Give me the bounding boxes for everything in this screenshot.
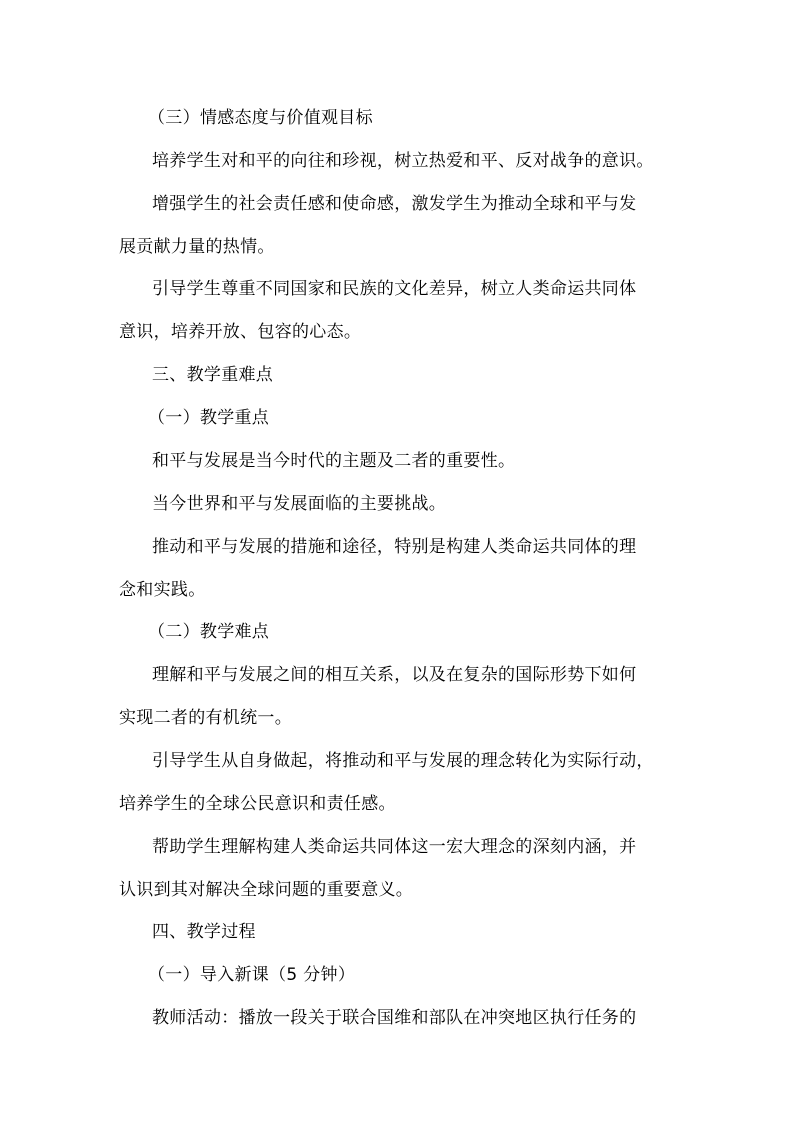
paragraph-line: 培养学生的全球公民意识和责任感。 [119, 794, 396, 814]
paragraph-line: 意识，培养开放、包容的心态。 [119, 322, 362, 342]
heading-affective-goals: （三）情感态度与价值观目标 [148, 108, 373, 128]
paragraph-line: 实现二者的有机统一。 [119, 708, 292, 728]
paragraph-line: 培养学生对和平的向往和珍视，树立热爱和平、反对战争的意识。 [152, 151, 654, 171]
subheading-difficulties: （二）教学难点 [148, 622, 270, 642]
section-heading-teaching-process: 四、教学过程 [152, 922, 256, 942]
paragraph-line: 念和实践。 [119, 580, 206, 600]
section-heading-key-difficulties: 三、教学重难点 [152, 365, 274, 385]
paragraph-line: 引导学生尊重不同国家和民族的文化差异，树立人类命运共同体 [152, 279, 637, 299]
paragraph-line: 认识到其对解决全球问题的重要意义。 [119, 880, 414, 900]
paragraph-line: 帮助学生理解构建人类命运共同体这一宏大理念的深刻内涵，并 [152, 837, 637, 857]
paragraph-line: 理解和平与发展之间的相互关系，以及在复杂的国际形势下如何 [152, 665, 637, 685]
paragraph-line: 和平与发展是当今时代的主题及二者的重要性。 [152, 451, 516, 471]
paragraph-line: 展贡献力量的热情。 [119, 237, 275, 257]
paragraph-line: 增强学生的社会责任感和使命感，激发学生为推动全球和平与发 [152, 194, 637, 214]
paragraph-line: 教师活动：播放一段关于联合国维和部队在冲突地区执行任务的 [152, 1008, 637, 1028]
subheading-key-points: （一）教学重点 [148, 408, 270, 428]
subheading-introduction: （一）导入新课（5 分钟） [148, 965, 356, 985]
paragraph-line: 引导学生从自身做起，将推动和平与发展的理念转化为实际行动， [152, 751, 654, 771]
paragraph-line: 当今世界和平与发展面临的主要挑战。 [152, 494, 447, 514]
paragraph-line: 推动和平与发展的措施和途径，特别是构建人类命运共同体的理 [152, 537, 637, 557]
